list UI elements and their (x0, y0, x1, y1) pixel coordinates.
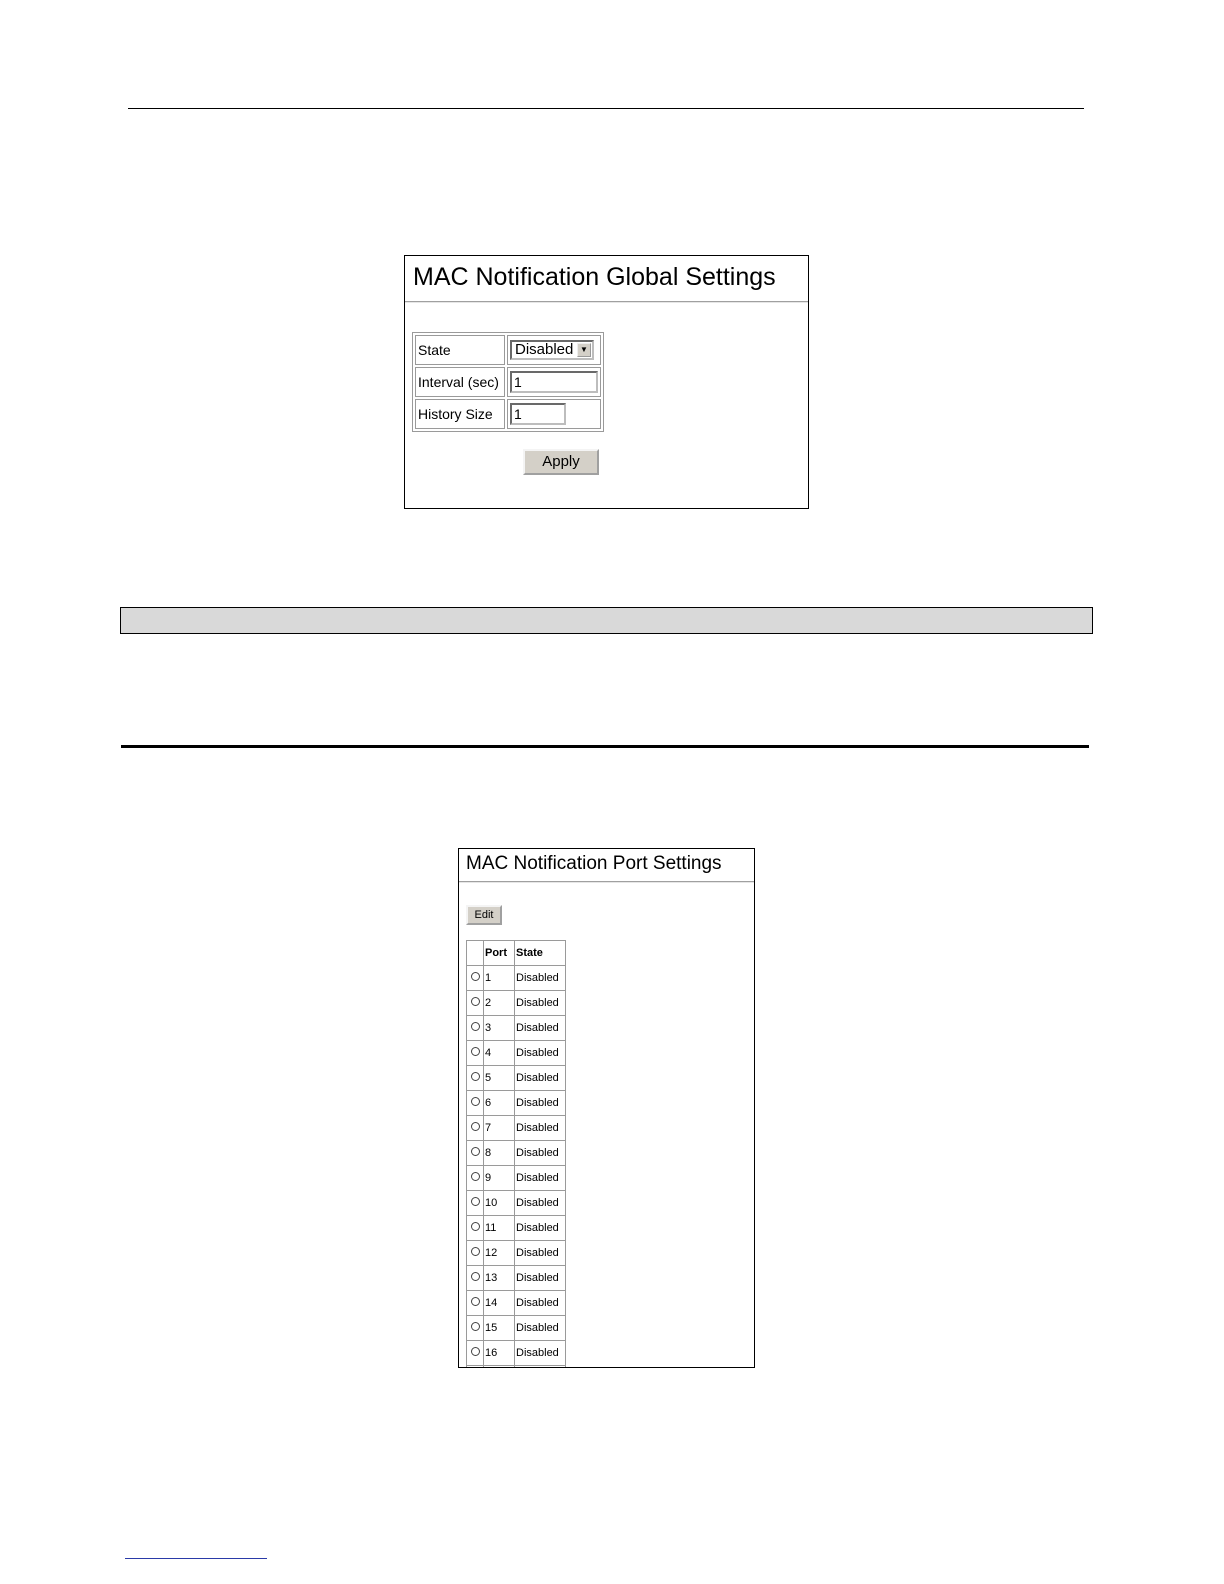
port-radio[interactable] (471, 1222, 480, 1231)
port-state: Disabled (515, 1291, 566, 1316)
table-row (467, 1216, 566, 1241)
port-radio[interactable] (471, 1022, 480, 1031)
chevron-down-icon[interactable]: ▼ (577, 343, 591, 357)
port-radio[interactable] (471, 1172, 480, 1181)
table-row (467, 1091, 566, 1116)
port-state: Disabled (515, 1116, 566, 1141)
table-row (467, 1291, 566, 1316)
port-state: Disabled (515, 1266, 566, 1291)
port-state: Disabled (515, 1166, 566, 1191)
history-cell (507, 399, 601, 429)
row-select-cell (467, 1116, 484, 1141)
port-number: 9 (484, 1166, 515, 1191)
table-row (467, 1141, 566, 1166)
select-column-header (467, 941, 484, 966)
table-row-partial (467, 1366, 566, 1369)
state-select[interactable] (510, 340, 594, 360)
global-settings-form (412, 332, 604, 432)
section-divider-rule (121, 745, 1089, 748)
port-number: 3 (484, 1016, 515, 1041)
port-number: 15 (484, 1316, 515, 1341)
port-number: 16 (484, 1341, 515, 1366)
table-row (467, 1191, 566, 1216)
mac-notification-global-settings-panel (404, 255, 809, 509)
row-select-cell (467, 1216, 484, 1241)
table-row (467, 1241, 566, 1266)
port-radio[interactable] (471, 1347, 480, 1356)
row-select-cell (467, 966, 484, 991)
port-radio[interactable] (471, 1122, 480, 1131)
interval-input[interactable] (510, 371, 598, 393)
row-select-cell (467, 991, 484, 1016)
table-row (467, 966, 566, 991)
apply-button[interactable]: Apply (523, 449, 599, 475)
table-row (467, 1316, 566, 1341)
port-radio[interactable] (471, 1072, 480, 1081)
port-radio[interactable] (471, 997, 480, 1006)
grey-banner-bar (120, 607, 1093, 634)
row-select-cell (467, 1316, 484, 1341)
history-row (415, 399, 601, 429)
port-radio[interactable] (471, 1047, 480, 1056)
row-select-cell (467, 1266, 484, 1291)
port-radio[interactable] (471, 1297, 480, 1306)
port-radio[interactable] (471, 1197, 480, 1206)
table-row (467, 1116, 566, 1141)
port-number: 4 (484, 1041, 515, 1066)
port-state: Disabled (515, 1241, 566, 1266)
port-state: Disabled (515, 966, 566, 991)
port-number: 13 (484, 1266, 515, 1291)
footer-link-rule (125, 1558, 267, 1559)
state-row (415, 335, 601, 365)
port-radio[interactable] (471, 1247, 480, 1256)
port-number: 5 (484, 1066, 515, 1091)
row-select-cell (467, 1191, 484, 1216)
row-select-cell (467, 1166, 484, 1191)
global-settings-title: MAC Notification Global Settings (413, 263, 776, 291)
edit-button[interactable]: Edit (466, 905, 502, 925)
state-label: State (415, 335, 505, 365)
row-select-cell (467, 1366, 484, 1369)
port-state: Disabled (515, 1216, 566, 1241)
history-size-input[interactable] (510, 403, 566, 425)
port-state: Disabled (515, 1316, 566, 1341)
state-cell (507, 335, 601, 365)
page-header-rule (128, 108, 1084, 109)
row-select-cell (467, 1341, 484, 1366)
port-state: Disabled (515, 1041, 566, 1066)
port-state: Disabled (515, 1066, 566, 1091)
row-select-cell (467, 1141, 484, 1166)
port-number: 2 (484, 991, 515, 1016)
port-number: 6 (484, 1091, 515, 1116)
port-state: Disabled (515, 991, 566, 1016)
port-column-header: Port (484, 941, 515, 966)
port-state: Disabled (515, 1341, 566, 1366)
table-row (467, 1166, 566, 1191)
table-row (467, 1016, 566, 1041)
row-select-cell (467, 1066, 484, 1091)
port-number: 11 (484, 1216, 515, 1241)
port-table-header (467, 941, 566, 966)
table-row (467, 991, 566, 1016)
table-row (467, 1066, 566, 1091)
row-select-cell (467, 1091, 484, 1116)
history-size-label: History Size (415, 399, 505, 429)
row-select-cell (467, 1241, 484, 1266)
port-number: 14 (484, 1291, 515, 1316)
port-settings-title: MAC Notification Port Settings (466, 853, 722, 874)
port-radio[interactable] (471, 1097, 480, 1106)
interval-cell (507, 367, 601, 397)
port-radio[interactable] (471, 1322, 480, 1331)
table-row (467, 1266, 566, 1291)
port-number: 7 (484, 1116, 515, 1141)
port-number: 12 (484, 1241, 515, 1266)
port-state: Disabled (515, 1016, 566, 1041)
interval-label: Interval (sec) (415, 367, 505, 397)
row-select-cell (467, 1291, 484, 1316)
port-state (515, 1366, 566, 1369)
row-select-cell (467, 1041, 484, 1066)
global-title-divider (405, 301, 808, 303)
row-select-cell (467, 1016, 484, 1041)
port-title-divider (459, 881, 754, 883)
port-state: Disabled (515, 1091, 566, 1116)
port-number: 10 (484, 1191, 515, 1216)
port-state: Disabled (515, 1191, 566, 1216)
state-select-value: Disabled (515, 341, 574, 358)
state-column-header: State (515, 941, 566, 966)
port-state: Disabled (515, 1141, 566, 1166)
port-number: 8 (484, 1141, 515, 1166)
port-radio[interactable] (471, 972, 480, 981)
port-number (484, 1366, 515, 1369)
port-radio[interactable] (471, 1272, 480, 1281)
port-number: 1 (484, 966, 515, 991)
port-radio[interactable] (471, 1147, 480, 1156)
mac-notification-port-settings-panel (458, 848, 755, 1368)
table-row (467, 1341, 566, 1366)
table-row (467, 1041, 566, 1066)
port-settings-table (466, 940, 566, 1368)
interval-row (415, 367, 601, 397)
